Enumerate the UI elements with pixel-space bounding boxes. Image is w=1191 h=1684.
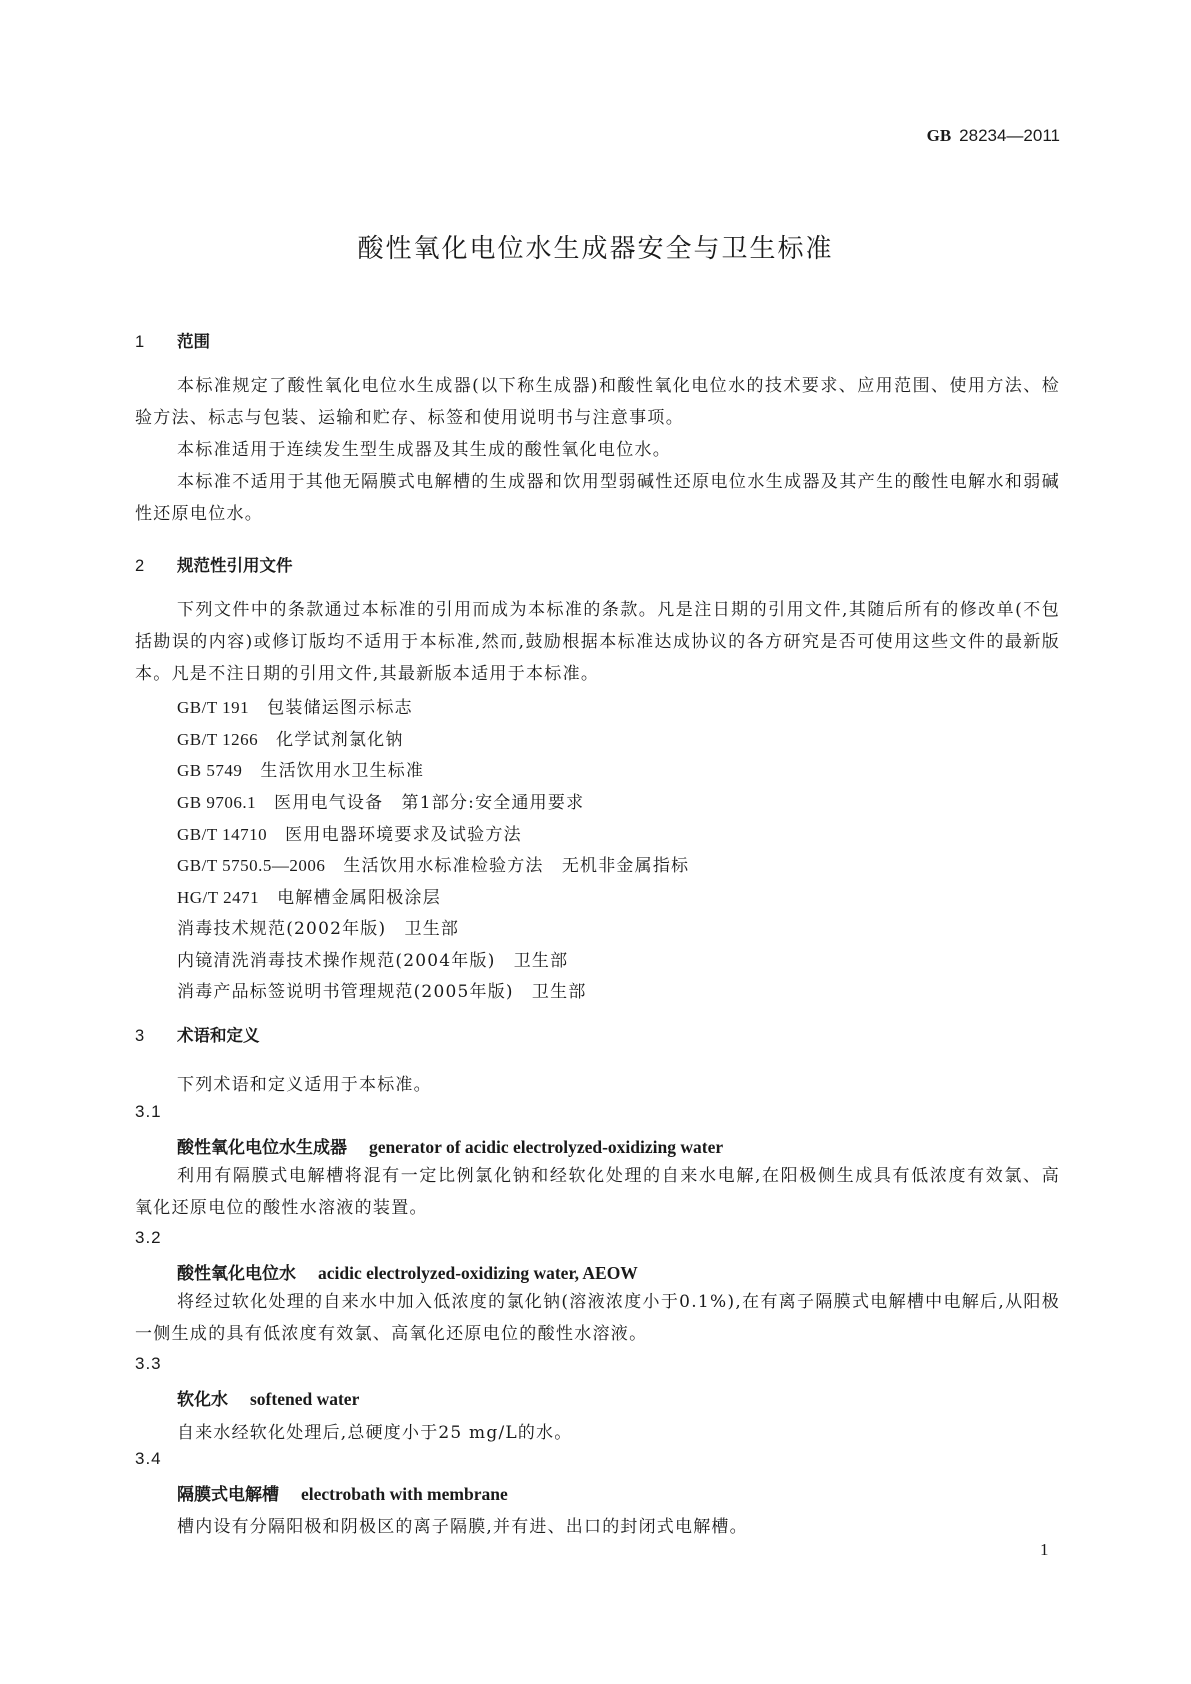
term-heading: 隔膜式电解槽 electrobath with membrane <box>177 1484 508 1505</box>
reference-item: GB/T 191 包装储运图示标志 <box>177 698 413 718</box>
standard-code: 28234—2011 <box>959 126 1060 145</box>
clause-number: 3.1 <box>135 1102 162 1121</box>
term-heading: 酸性氧化电位水 acidic electrolyzed-oxidizing water, AEOW <box>177 1263 638 1284</box>
term-heading: 酸性氧化电位水生成器 generator of acidic electrolyzed-oxidizing water <box>177 1137 724 1158</box>
section-1-heading <box>135 328 210 352</box>
reference-item: GB/T 14710 医用电器环境要求及试验方法 <box>177 825 522 845</box>
term-definition: 利用有隔膜式电解槽将混有一定比例氯化钠和经软化处理的自来水电解,在阳极侧生成具有低浓度有效氯、高氧化还原电位的酸性水溶液的装置。 <box>135 1166 1060 1218</box>
section-number: 3 <box>135 1027 145 1045</box>
term-definition: 槽内设有分隔阳极和阴极区的离子隔膜,并有进、出口的封闭式电解槽。 <box>177 1517 748 1537</box>
term-definition: 将经过软化处理的自来水中加入低浓度的氯化钠(溶液浓度小于0.1%),在有离子隔膜式电解槽中电解后,从阳极一侧生成的具有低浓度有效氯、高氧化还原电位的酸性水溶液。 <box>135 1292 1060 1344</box>
standard-prefix: GB <box>926 126 952 145</box>
paragraph: 本标准不适用于其他无隔膜式电解槽的生成器和饮用型弱碱性还原电位水生成器及其产生的酸性电解水和弱碱性还原电位水。 <box>135 472 1060 524</box>
paragraph: 下列文件中的条款通过本标准的引用而成为本标准的条款。凡是注日期的引用文件,其随后所有的修改单(不包括勘误的内容)或修订版均不适用于本标准,然而,鼓励根据本标准达成协议的各方研究是否可使用这些文件的最新版本。凡是不注日期的引用文件,其最新版本适用于本标准。 <box>135 600 1060 684</box>
reference-item: 消毒技术规范(2002年版) 卫生部 <box>177 919 460 939</box>
reference-item: GB 5749 生活饮用水卫生标准 <box>177 761 425 781</box>
term-definition: 自来水经软化处理后,总硬度小于25 mg/L的水。 <box>177 1423 573 1443</box>
reference-item: GB/T 1266 化学试剂氯化钠 <box>177 730 404 750</box>
paragraph: 本标准规定了酸性氧化电位水生成器(以下称生成器)和酸性氧化电位水的技术要求、应用范围、使用方法、检验方法、标志与包装、运输和贮存、标签和使用说明书与注意事项。 <box>135 376 1060 428</box>
section-number: 1 <box>135 333 145 351</box>
section-title: 术语和定义 <box>177 1026 260 1045</box>
clause-number: 3.4 <box>135 1449 162 1468</box>
section-title: 范围 <box>177 332 210 351</box>
reference-item: 内镜清洗消毒技术操作规范(2004年版) 卫生部 <box>177 951 569 971</box>
reference-item: GB/T 5750.5—2006 生活饮用水标准检验方法 无机非金属指标 <box>177 856 690 876</box>
reference-item: GB 9706.1 医用电气设备 第1部分:安全通用要求 <box>177 793 585 813</box>
term-heading: 软化水 softened water <box>177 1389 360 1410</box>
section-3-heading <box>135 1022 260 1046</box>
section-title: 规范性引用文件 <box>177 556 293 575</box>
document-title: 酸性氧化电位水生成器安全与卫生标准 <box>357 234 834 264</box>
standard-number <box>927 126 1060 146</box>
reference-item: HG/T 2471 电解槽金属阳极涂层 <box>177 888 441 908</box>
reference-item: 消毒产品标签说明书管理规范(2005年版) 卫生部 <box>177 982 587 1002</box>
section-number: 2 <box>135 557 145 575</box>
clause-number: 3.2 <box>135 1228 162 1247</box>
section-2-heading <box>135 552 293 576</box>
page-number: 1 <box>1040 1540 1049 1559</box>
paragraph: 本标准适用于连续发生型生成器及其生成的酸性氧化电位水。 <box>177 440 672 460</box>
paragraph: 下列术语和定义适用于本标准。 <box>177 1075 432 1095</box>
clause-number: 3.3 <box>135 1354 162 1373</box>
